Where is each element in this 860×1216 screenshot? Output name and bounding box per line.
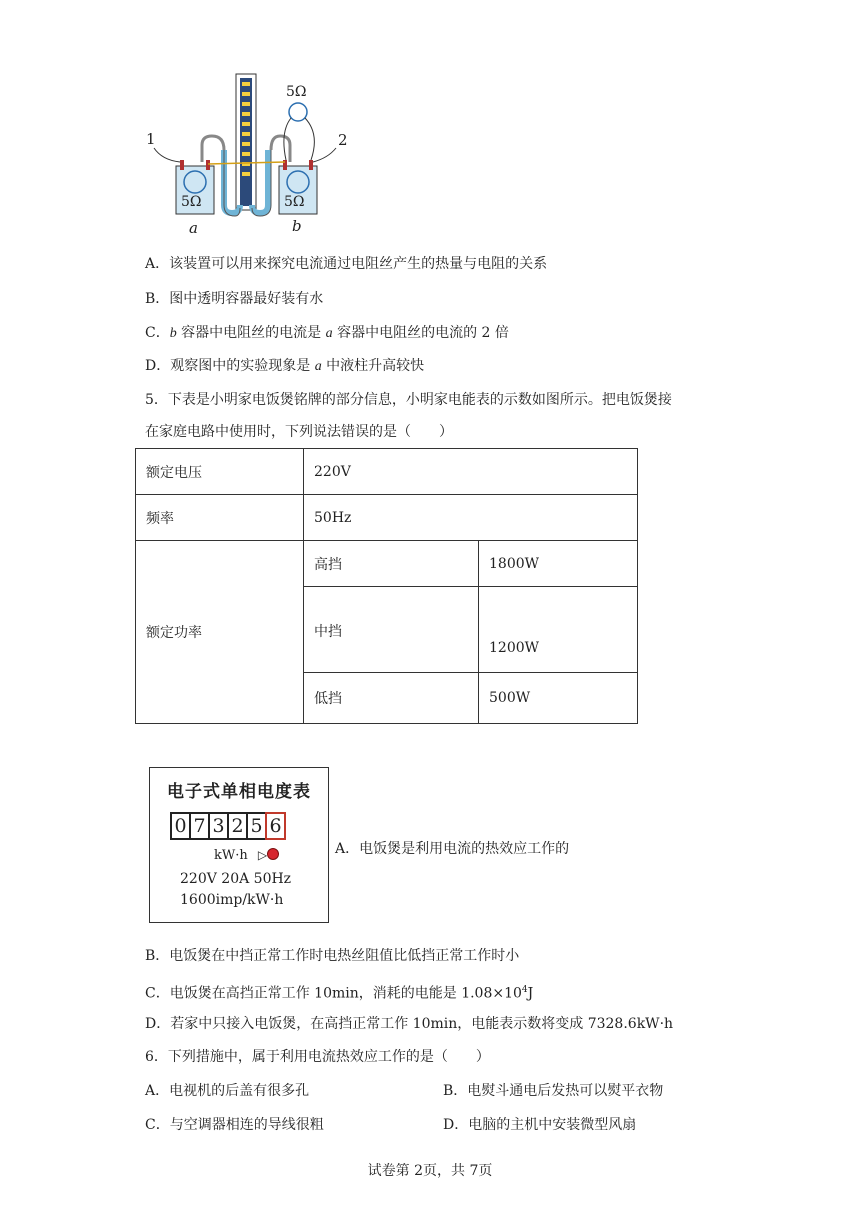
- meter-title: 电子式单相电度表: [167, 782, 311, 802]
- pulse-light-icon: [267, 848, 279, 860]
- table-row: [136, 541, 638, 587]
- resistor-a-label: 5Ω: [181, 194, 202, 210]
- q4-option-d-post: 中液柱升高较快: [321, 358, 425, 374]
- q4-option-c-a: a: [325, 326, 333, 341]
- power-label: 额定功率: [136, 541, 304, 724]
- meter-digits: [172, 812, 286, 840]
- q6-option-b: B．电熨斗通电后发热可以熨平衣物: [443, 1083, 664, 1099]
- meter-unit-text: kW·h: [214, 848, 248, 863]
- page-footer: 试卷第 2页，共 7页: [367, 1163, 493, 1179]
- q5-option-a: A．电饭煲是利用电流的热效应工作的: [335, 841, 570, 857]
- low-gear-label: 低挡: [304, 673, 479, 724]
- meter-digit: 3: [208, 812, 229, 840]
- frequency-label: 频率: [136, 495, 304, 541]
- q4-option-d: [145, 356, 424, 377]
- high-gear-label: 高挡: [304, 541, 479, 587]
- meter-spec-rating: 220V 20A 50Hz: [180, 871, 292, 887]
- q6-option-a: A．电视机的后盖有很多孔: [145, 1083, 310, 1099]
- low-gear-value: 500W: [479, 673, 638, 724]
- q5-option-c-exponent: 4: [521, 985, 528, 995]
- play-indicator-icon: ▷: [257, 848, 268, 862]
- high-gear-value: 1800W: [479, 541, 638, 587]
- diagram-label-2: 2: [338, 131, 348, 149]
- resistor-b-label: 5Ω: [284, 194, 305, 210]
- q5-stem-line2: 在家庭电路中使用时，下列说法错误的是（ ）: [145, 424, 453, 440]
- q5-option-c: [145, 980, 533, 1004]
- meter-digit: 5: [246, 812, 267, 840]
- q4-option-c-prefix: C．: [145, 325, 170, 341]
- q4-option-c-post: 容器中电阻丝的电流的 2 倍: [332, 325, 509, 341]
- table-row: [136, 495, 638, 541]
- q6-option-d: D．电脑的主机中安装微型风扇: [443, 1117, 637, 1133]
- q6-stem: 6．下列措施中，属于利用电流热效应工作的是（ ）: [145, 1049, 490, 1065]
- q4-option-d-a: a: [314, 359, 322, 374]
- joule-heating-apparatus-diagram: [140, 70, 370, 240]
- electric-meter: [149, 767, 329, 923]
- q4-option-c-mid: 容器中电阻丝的电流是: [176, 325, 326, 341]
- q5-option-c-unit: J: [527, 985, 534, 1002]
- meter-digit: 0: [170, 812, 191, 840]
- frequency-value: 50Hz: [304, 495, 638, 541]
- q4-option-b: B．图中透明容器最好装有水: [145, 291, 324, 307]
- container-a-label: a: [189, 219, 198, 237]
- q6-option-c: C．与空调器相连的导线很粗: [145, 1117, 324, 1133]
- q5-option-d: D．若家中只接入电饭煲，在高挡正常工作 10min，电能表示数将变成 7328.6kW·h: [145, 1016, 674, 1032]
- q4-option-c: [145, 323, 509, 344]
- table-row: [136, 449, 638, 495]
- rice-cooker-spec-table: [135, 448, 638, 724]
- diagram-label-1: 1: [146, 130, 156, 148]
- resistor-top-label: 5Ω: [286, 84, 307, 100]
- voltage-label: 额定电压: [136, 449, 304, 495]
- q5-stem-line1: 5．下表是小明家电饭煲铭牌的部分信息，小明家电能表的示数如图所示。把电饭煲接: [145, 392, 672, 408]
- meter-digit: 2: [227, 812, 248, 840]
- meter-spec-imp: 1600imp/kW·h: [180, 892, 284, 908]
- voltage-value: 220V: [304, 449, 638, 495]
- q4-option-c-b: b: [169, 326, 177, 341]
- q4-option-a: A．该装置可以用来探究电流通过电阻丝产生的热量与电阻的关系: [145, 256, 548, 272]
- meter-unit: [214, 848, 279, 863]
- q5-option-b: B．电饭煲在中挡正常工作时电热丝阻值比低挡正常工作时小: [145, 948, 520, 964]
- q5-option-c-text: C．电饭煲在高挡正常工作 10min，消耗的电能是 1.08×10: [145, 985, 522, 1002]
- q4-option-d-prefix: D．观察图中的实验现象是: [145, 358, 315, 374]
- mid-gear-label: 中挡: [304, 587, 479, 673]
- meter-digit: 7: [189, 812, 210, 840]
- meter-digit-decimal: 6: [265, 812, 286, 840]
- container-b-label: b: [292, 217, 302, 235]
- mid-gear-value: 1200W: [479, 587, 638, 673]
